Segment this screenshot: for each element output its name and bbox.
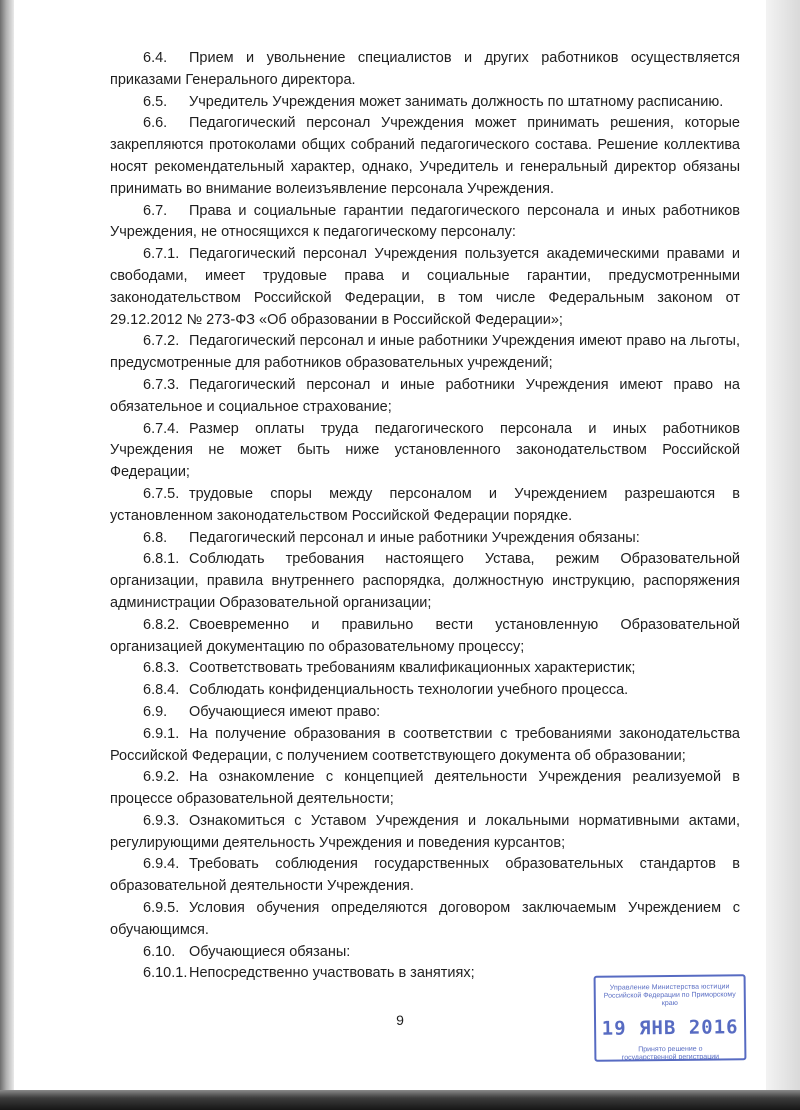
- stamp-decision-line2: государственной регистрации: [621, 1053, 720, 1062]
- document-body: [110, 48, 740, 985]
- paragraph-6-7-3: [110, 375, 740, 419]
- paragraph-number: 6.7.4.: [143, 420, 180, 437]
- paragraph-number: 6.7.5.: [143, 485, 180, 502]
- paragraph-text: Обучающиеся имеют право:: [189, 703, 381, 720]
- paragraph-6-5: [110, 92, 740, 114]
- paragraph-number: 6.7.3.: [143, 376, 180, 393]
- scan-left-edge: [0, 0, 14, 1110]
- paragraph-text: Учредитель Учреждения может занимать должность по штатному расписанию.: [189, 93, 724, 110]
- paragraph-text: Педагогический персонал Учреждения может принимать решения, которые закрепляются протоколами общих собраний педагогического состава. Решение коллектива носят рекомендательный характер, однако, Учредитель и генеральный директор обязаны принимать во внимание волеизъявление персонала Учреждения.: [110, 115, 740, 197]
- paragraph-6-4: [110, 48, 740, 92]
- paragraph-text: Непосредственно участвовать в занятиях;: [189, 965, 475, 982]
- paragraph-text: Педагогический персонал Учреждения пользуется академическими правами и свободами, имеет трудовые права и социальные гарантии, предусмотренными законодательством Российской Федерации, в том числе Федеральным законом от 29.12.2012 № 273-ФЗ «Об образовании в Российской Федерации»;: [110, 246, 740, 328]
- paragraph-number: 6.9.3.: [143, 812, 180, 829]
- paragraph-number: 6.9.1.: [143, 725, 180, 742]
- paragraph-number: 6.10.: [143, 943, 176, 960]
- paragraph-text: Своевременно и правильно вести установленную Образовательной организацией документацию по образовательному процессу;: [110, 616, 740, 655]
- paragraph-text: На получение образования в соответствии с требованиями законодательства Российской Федерации, с получением соответствующего документа об образовании;: [110, 725, 740, 764]
- paragraph-text: Педагогический персонал и иные работники Учреждения имеют право на обязательное и социальное страхование;: [110, 376, 740, 415]
- paragraph-6-7-4: [110, 419, 740, 484]
- paragraph-6-9-3: [110, 811, 740, 855]
- paragraph-text: Условия обучения определяются договором заключаемым Учреждением с обучающимся.: [110, 900, 740, 938]
- paragraph-number: 6.8.4.: [143, 682, 180, 699]
- paragraph-text: Прием и увольнение специалистов и других работников осуществляется приказами Генерального директора.: [110, 50, 740, 88]
- registration-stamp: [594, 974, 747, 1062]
- paragraph-text: На ознакомление с концепцией деятельности Учреждения реализуемой в процессе образовательной деятельности;: [110, 769, 740, 808]
- paragraph-text: Педагогический персонал и иные работники Учреждения обязаны:: [189, 529, 640, 546]
- paragraph-number: 6.8.1.: [143, 551, 180, 568]
- paragraph-text: Соответствовать требованиям квалификационных характеристик;: [189, 660, 636, 677]
- paragraph-6-7: [110, 201, 740, 245]
- paragraph-number: 6.8.2.: [143, 616, 180, 633]
- paragraph-text: Требовать соблюдения государственных образовательных стандартов в образовательной деятельности Учреждения.: [110, 856, 740, 895]
- paragraph-text: Права и социальные гарантии педагогического персонала и иных работников Учреждения, не относящихся к педагогическому персоналу:: [110, 202, 740, 241]
- paragraph-6-8-2: [110, 615, 740, 659]
- paragraph-number: 6.8.: [143, 529, 168, 546]
- scan-right-edge: [766, 0, 800, 1110]
- paragraph-6-7-2: [110, 331, 740, 375]
- paragraph-number: 6.7.2.: [143, 333, 180, 350]
- paragraph-6-9-4: [110, 854, 740, 898]
- stamp-date: 19 ЯНВ 2016: [601, 1016, 739, 1040]
- paragraph-text: трудовые споры между персоналом и Учреждением разрешаются в установленном законодательством Российской Федерации порядке.: [110, 485, 740, 524]
- paragraph-6-6: [110, 113, 740, 200]
- paragraph-number: 6.9.2.: [143, 769, 180, 786]
- stamp-authority-line1: Управление Министерства юстиции: [609, 983, 730, 992]
- paragraph-text: Обучающиеся обязаны:: [189, 943, 351, 960]
- paragraph-text: Соблюдать требования настоящего Устава, режим Образовательной организации, правила внутреннего распорядка, должностную инструкцию, распоряжения администрации Образовательной организации;: [110, 551, 740, 611]
- paragraph-6-9: [110, 702, 740, 724]
- paragraph-6-8-1: [110, 549, 740, 614]
- paragraph-number: 6.7.1.: [143, 246, 180, 263]
- paragraph-number: 6.9.: [143, 703, 168, 720]
- paragraph-number: 6.4.: [143, 50, 168, 66]
- paragraph-text: Размер оплаты труда педагогического персонала и иных работников Учреждения не может быть ниже установленного законодательством Российской Федерации;: [110, 420, 740, 481]
- paragraph-6-7-1: [110, 244, 740, 331]
- paragraph-6-8-3: [110, 658, 740, 680]
- paragraph-number: 6.10.1.: [143, 965, 188, 982]
- paragraph-text: Ознакомиться с Уставом Учреждения и локальными нормативными актами, регулирующими деятельность Учреждения и поведения курсантов;: [110, 812, 740, 851]
- paragraph-6-9-1: [110, 724, 740, 768]
- paragraph-number: 6.9.4.: [143, 856, 180, 873]
- paragraph-6-10: [110, 942, 740, 964]
- paragraph-text: Соблюдать конфиденциальность технологии учебного процесса.: [189, 682, 629, 699]
- paragraph-6-7-5: [110, 484, 740, 528]
- stamp-authority-line2: Российской Федерации по Приморскому краю: [603, 991, 736, 1008]
- paragraph-number: 6.9.5.: [143, 900, 180, 917]
- paragraph-6-8-4: [110, 680, 740, 702]
- paragraph-number: 6.8.3.: [143, 660, 180, 677]
- paragraph-6-8: [110, 528, 740, 550]
- stamp-decision-line1: Принято решение о: [638, 1045, 703, 1054]
- paragraph-text: Педагогический персонал и иные работники Учреждения имеют право на льготы, предусмотренные для работников образовательных учреждений;: [110, 333, 740, 372]
- paragraph-number: 6.6.: [143, 115, 168, 132]
- scan-bottom-edge: [0, 1090, 800, 1110]
- paragraph-number: 6.5.: [143, 93, 168, 110]
- paragraph-number: 6.7.: [143, 202, 168, 219]
- paragraph-6-9-2: [110, 767, 740, 811]
- page-number: 9: [396, 1012, 404, 1028]
- paragraph-6-9-5: [110, 898, 740, 942]
